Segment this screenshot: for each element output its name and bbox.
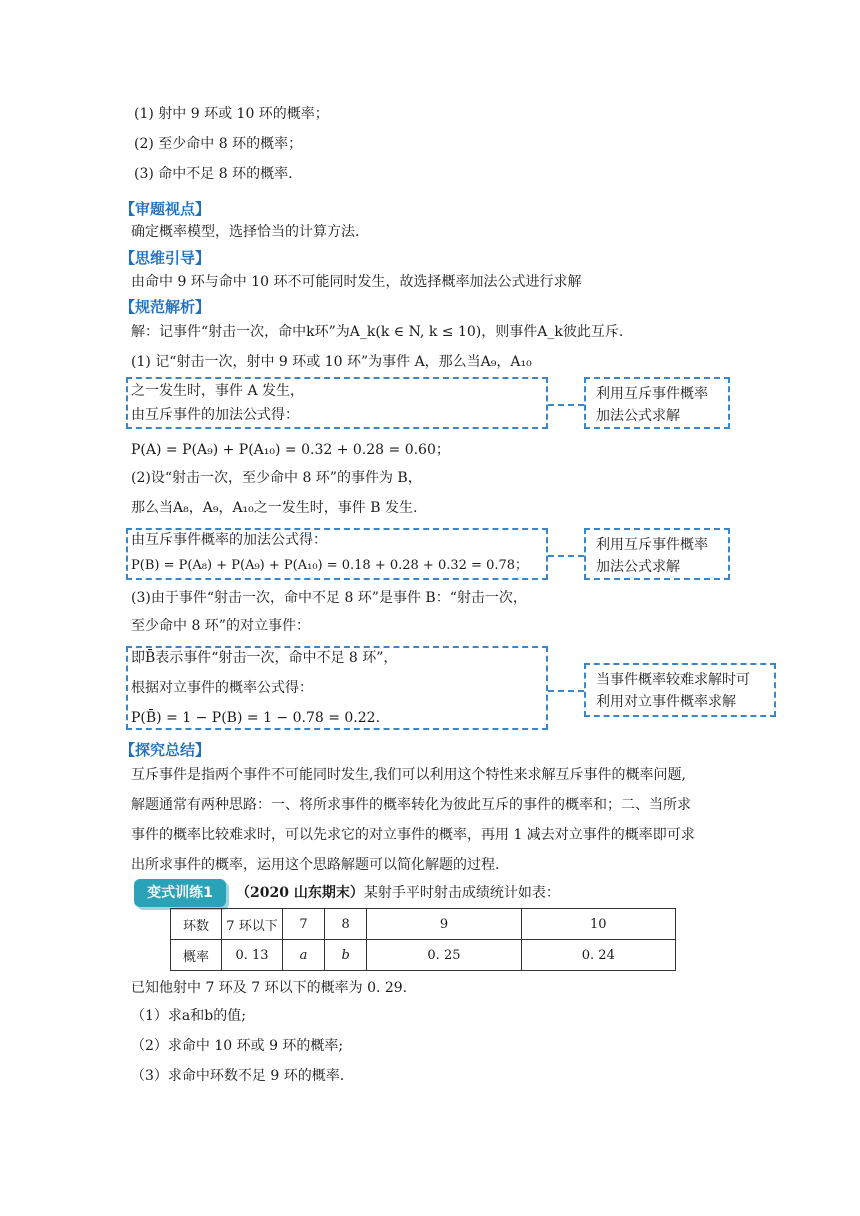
summary-line2: 解题通常有两种思路：一、将所求事件的概率转化为彼此互斥的事件的概率和；二、当所求 [131, 797, 691, 813]
exercise-q3: （3）求命中环数不足 9 环的概率. [131, 1068, 345, 1084]
part3-formula: P(B̄) = 1 − P(B) = 1 − 0.78 = 0.22. [131, 710, 381, 726]
part1-formula: P(A) = P(A₉) + P(A₁₀) = 0.32 + 0.28 = 0.60； [131, 442, 450, 458]
part1-line1: (1) 记“射击一次，射中 9 环或 10 环”为事件 A，那么当A₉，A₁₀ [131, 354, 532, 370]
question-2: (2) 至少命中 8 环的概率； [134, 136, 303, 152]
exercise-badge: 变式训练1 [134, 879, 226, 907]
solution-heading: 【规范解析】 [120, 298, 211, 316]
table-cell: 9 [367, 909, 521, 940]
exercise-header [236, 883, 560, 903]
table-cell: 0. 13 [222, 940, 283, 971]
table-cell: 0. 25 [367, 940, 521, 971]
score-table [170, 908, 676, 971]
note-3 [584, 663, 776, 717]
connector-2 [548, 555, 584, 557]
table-cell: b [325, 940, 367, 971]
connector-3 [548, 690, 584, 692]
question-1: (1) 射中 9 环或 10 环的概率； [134, 106, 329, 122]
note-2 [584, 528, 730, 580]
part3-line3: 即B̄表示事件“射击一次，命中不足 8 环”， [131, 650, 398, 666]
part3-line4: 根据对立事件的概率公式得： [131, 680, 313, 696]
question-3: (3) 命中不足 8 环的概率. [134, 166, 293, 182]
view-text: 确定概率模型，选择恰当的计算方法. [131, 224, 360, 240]
summary-line1: 互斥事件是指两个事件不可能同时发生,我们可以利用这个特性来求解互斥事件的概率问题, [131, 767, 686, 783]
guide-heading: 【思维引导】 [120, 249, 211, 267]
exercise-stem: 某射手平时射击成绩统计如表： [363, 885, 560, 901]
note-1-line2: 加法公式求解 [596, 408, 680, 424]
view-heading: 【审题视点】 [120, 200, 211, 218]
table-row [171, 909, 676, 940]
note-1 [584, 377, 730, 429]
summary-line3: 事件的概率比较难求时，可以先求它的对立事件的概率，再用 1 减去对立事件的概率即可求 [131, 827, 695, 843]
part3-line2: 至少命中 8 环”的对立事件： [131, 618, 310, 634]
note-3-line2: 利用对立事件概率求解 [596, 694, 736, 710]
table-cell: 7 [283, 909, 325, 940]
part3-line1: (3)由于事件“射击一次，命中不足 8 环”是事件 B：“射击一次， [131, 590, 527, 606]
summary-heading: 【探究总结】 [120, 741, 211, 759]
note-2-line2: 加法公式求解 [596, 559, 680, 575]
table-cell: a [283, 940, 325, 971]
exercise-q1: （1）求a和b的值; [131, 1008, 246, 1024]
table-cell: 环数 [171, 909, 222, 940]
solution-intro: 解：记事件“射击一次，命中k环”为A_k(k ∈ N, k ≤ 10)，则事件A_k彼此互斥. [131, 324, 624, 340]
part2-line2: 那么当A₈，A₉，A₁₀之一发生时，事件 B 发生. [131, 500, 418, 516]
exercise-q2: （2）求命中 10 环或 9 环的概率; [131, 1038, 344, 1054]
table-cell: 10 [521, 909, 675, 940]
part1-line3: 由互斥事件的加法公式得： [131, 407, 299, 423]
table-cell: 8 [325, 909, 367, 940]
note-2-line1: 利用互斥事件概率 [596, 537, 708, 553]
part2-formula: P(B) = P(A₈) + P(A₉) + P(A₁₀) = 0.18 + 0.28 + 0.32 = 0.78； [131, 558, 529, 573]
connector-1 [548, 404, 584, 406]
part2-line1: (2)设“射击一次，至少命中 8 环”的事件为 B， [131, 470, 422, 486]
table-cell: 0. 24 [521, 940, 675, 971]
summary-line4: 出所求事件的概率，运用这个思路解题可以简化解题的过程. [131, 857, 500, 873]
exercise-source: （2020 山东期末） [236, 885, 364, 901]
exercise-given: 已知他射中 7 环及 7 环以下的概率为 0. 29. [131, 980, 408, 996]
note-1-line1: 利用互斥事件概率 [596, 386, 708, 402]
part2-line3: 由互斥事件概率的加法公式得： [131, 532, 327, 548]
part1-line2: 之一发生时，事件 A 发生， [131, 383, 305, 399]
guide-text: 由命中 9 环与命中 10 环不可能同时发生，故选择概率加法公式进行求解 [131, 274, 582, 290]
table-cell: 概率 [171, 940, 222, 971]
table-cell: 7 环以下 [222, 909, 283, 940]
note-3-line1: 当事件概率较难求解时可 [596, 672, 750, 688]
table-row [171, 940, 676, 971]
